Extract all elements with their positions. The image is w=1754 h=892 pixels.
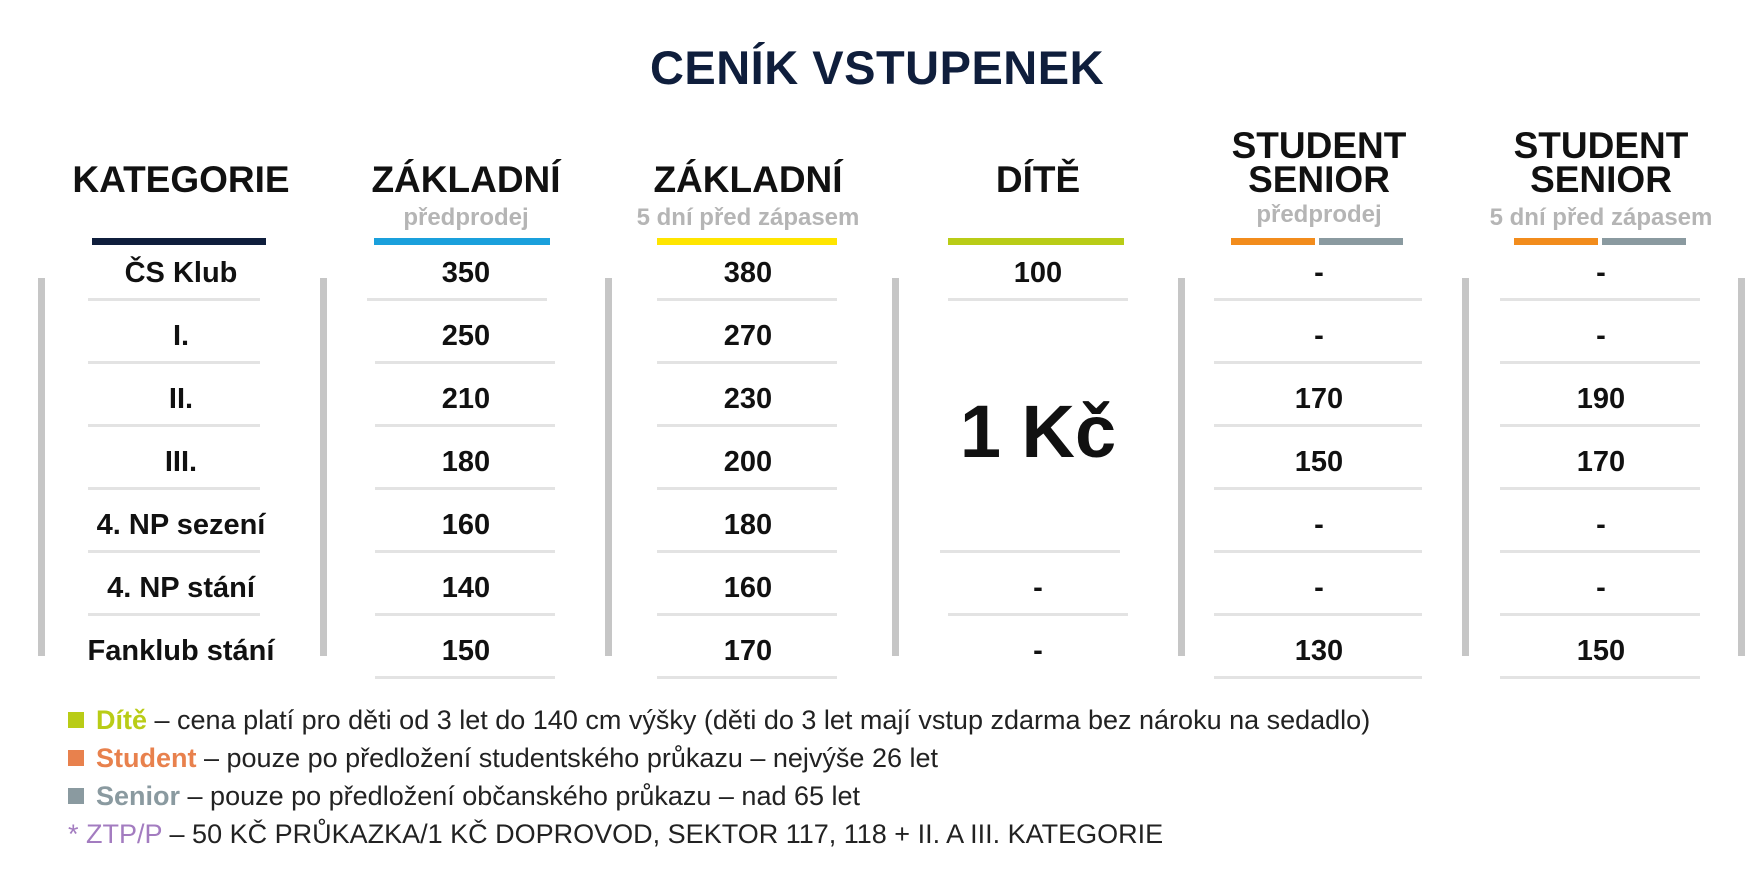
row-divider	[948, 613, 1128, 616]
table-cell: -	[1314, 320, 1324, 352]
row-divider	[948, 298, 1128, 301]
row-divider	[1500, 487, 1700, 490]
column-header: KATEGORIE	[72, 159, 290, 200]
row-divider	[1500, 298, 1700, 301]
table-cell: 150	[1576, 635, 1626, 667]
note-keyword: Dítě	[96, 705, 148, 735]
column-separator	[892, 278, 899, 656]
row-divider	[1214, 550, 1422, 553]
row-divider	[1214, 487, 1422, 490]
note-ztpp	[68, 817, 1163, 851]
table-cell: 4. NP sezení	[96, 509, 266, 541]
row-divider	[88, 487, 260, 490]
note-dite	[68, 703, 1370, 737]
row-divider	[1500, 676, 1700, 679]
table-cell: 130	[1294, 635, 1344, 667]
table-cell: -	[1596, 320, 1606, 352]
table-cell: III.	[164, 446, 198, 478]
table-cell: II.	[168, 383, 194, 415]
note-student	[68, 741, 938, 775]
header-underline	[374, 238, 550, 245]
table-cell: -	[1596, 257, 1606, 289]
column-header-line2: SENIOR	[1248, 159, 1390, 200]
table-cell: 150	[1294, 446, 1344, 478]
table-cell: 170	[723, 635, 773, 667]
column-subheader: 5 dní před zápasem	[1489, 204, 1713, 231]
header-underline	[92, 238, 266, 245]
table-cell: ČS Klub	[124, 257, 238, 289]
note-text: – pouze po předložení občanského průkazu – nad 65 let	[180, 781, 861, 811]
header-underline-senior	[1319, 238, 1403, 245]
table-cell: 190	[1576, 383, 1626, 415]
row-divider	[88, 361, 260, 364]
table-cell: -	[1596, 509, 1606, 541]
table-cell: -	[1314, 509, 1324, 541]
row-divider	[657, 361, 837, 364]
table-cell: I.	[172, 320, 190, 352]
row-divider	[657, 424, 837, 427]
note-senior	[68, 779, 860, 813]
table-cell: 100	[1013, 257, 1063, 289]
note-text: – pouze po předložení studentského průkazu – nejvýše 26 let	[196, 743, 938, 773]
column-header: ZÁKLADNÍ	[653, 159, 843, 200]
row-divider	[88, 613, 260, 616]
row-divider	[375, 487, 555, 490]
table-cell: 150	[441, 635, 491, 667]
row-divider	[88, 298, 260, 301]
table-cell: 4. NP stání	[107, 572, 255, 604]
table-cell: 270	[723, 320, 773, 352]
page-title: CENÍK VSTUPENEK	[649, 41, 1105, 94]
note-keyword: Senior	[96, 781, 181, 811]
table-cell: 160	[723, 572, 773, 604]
column-separator	[1738, 278, 1745, 656]
row-divider	[940, 550, 1120, 553]
row-divider	[1214, 613, 1422, 616]
row-divider	[1214, 361, 1422, 364]
table-cell: 380	[723, 257, 773, 289]
table-cell: 350	[441, 257, 491, 289]
note-keyword: * ZTP/P	[68, 819, 163, 849]
row-divider	[375, 613, 555, 616]
header-underline-student	[1514, 238, 1598, 245]
note-text: – cena platí pro děti od 3 let do 140 cm výšky (děti do 3 let mají vstup zdarma bez nároku na sedadlo)	[147, 705, 1371, 735]
header-underline-senior	[1602, 238, 1686, 245]
row-divider	[1500, 550, 1700, 553]
lime-square-icon	[68, 712, 84, 728]
table-cell: 210	[441, 383, 491, 415]
column-header: DÍTĚ	[995, 159, 1081, 200]
note-text: – 50 KČ PRŮKAZKA/1 KČ DOPROVOD, SEKTOR 117, 118 + II. A III. KATEGORIE	[162, 819, 1164, 849]
table-cell: 170	[1294, 383, 1344, 415]
row-divider	[367, 298, 547, 301]
row-divider	[657, 613, 837, 616]
row-divider	[1500, 613, 1700, 616]
column-subheader: předprodej	[1256, 201, 1382, 228]
row-divider	[1214, 424, 1422, 427]
table-cell: -	[1596, 572, 1606, 604]
table-cell: 140	[441, 572, 491, 604]
row-divider	[375, 361, 555, 364]
column-separator	[38, 278, 45, 656]
row-divider	[375, 676, 555, 679]
column-header-line2: SENIOR	[1530, 159, 1672, 200]
column-header-line1: STUDENT	[1231, 125, 1407, 166]
orange-square-icon	[68, 750, 84, 766]
table-cell: Fanklub stání	[87, 635, 275, 667]
note-keyword: Student	[96, 743, 197, 773]
gray-square-icon	[68, 788, 84, 804]
table-cell: -	[1033, 635, 1043, 667]
table-cell: -	[1314, 572, 1324, 604]
table-cell: 200	[723, 446, 773, 478]
table-cell: 250	[441, 320, 491, 352]
column-header: ZÁKLADNÍ	[371, 159, 561, 200]
merged-price-cell: 1 Kč	[959, 390, 1117, 473]
row-divider	[88, 550, 260, 553]
column-subheader: 5 dní před zápasem	[636, 204, 860, 231]
row-divider	[657, 298, 837, 301]
table-cell: 180	[441, 446, 491, 478]
row-divider	[1214, 676, 1422, 679]
row-divider	[1214, 298, 1422, 301]
header-underline	[657, 238, 837, 245]
row-divider	[88, 424, 260, 427]
row-divider	[375, 424, 555, 427]
header-underline	[948, 238, 1124, 245]
table-cell: 170	[1576, 446, 1626, 478]
table-cell: 160	[441, 509, 491, 541]
row-divider	[1500, 424, 1700, 427]
table-cell: -	[1314, 257, 1324, 289]
column-separator	[605, 278, 612, 656]
table-cell: 230	[723, 383, 773, 415]
row-divider	[657, 550, 837, 553]
header-underline-student	[1231, 238, 1315, 245]
row-divider	[375, 550, 555, 553]
column-separator	[320, 278, 327, 656]
row-divider	[1500, 361, 1700, 364]
column-header-line1: STUDENT	[1513, 125, 1689, 166]
row-divider	[657, 487, 837, 490]
table-cell: 180	[723, 509, 773, 541]
column-separator	[1178, 278, 1185, 656]
table-cell: -	[1033, 572, 1043, 604]
column-subheader: předprodej	[403, 204, 529, 231]
row-divider	[657, 676, 837, 679]
column-separator	[1462, 278, 1469, 656]
